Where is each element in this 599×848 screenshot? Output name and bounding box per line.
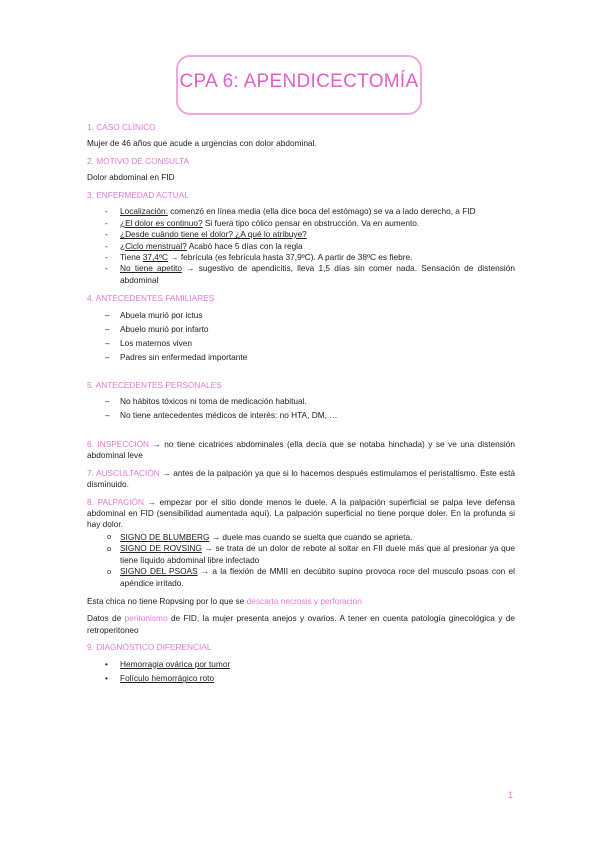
section-heading-auscultacion: 7. AUSCULTACIÓN (87, 467, 160, 478)
list-item: - ¿Desde cuándo tiene el dolor? ¿A qué lo atribuye? (87, 229, 515, 240)
signos-list (87, 532, 515, 589)
motivo-consulta-text: Dolor abdominal en FID (87, 172, 175, 183)
list-item: o SIGNO DE ROVSING → se trata de un dolor de rebote al soltar en FII duele más que al presionar ya que tiene líquido abdominal libre infectado (87, 543, 515, 566)
list-item: – Abuelo murió por infarto (87, 324, 515, 335)
antecedentes-personales-list (87, 396, 515, 421)
section-heading-palpacion: 8. PALPACIÓN (87, 496, 144, 507)
list-item: - No tiene apetito → sugestivo de apendicitis, lleva 1,5 días sin comer nada. Sensación de distensión abdominal (87, 263, 515, 286)
auscultacion-paragraph: 7. AUSCULTACIÓN → antes de la palpación ya que si lo hacemos después estimulamos el peristaltismo. Éste está disminuido. (87, 467, 515, 490)
list-item: o SIGNO DE BLUMBERG → duele mas cuando se suelta que cuando se aprieta. (87, 532, 515, 543)
section-heading-antecedentes-familiares: 4. ANTECEDENTES FAMILIARES (87, 293, 215, 304)
section-heading-enfermedad-actual: 3. ENFERMEDAD ACTUAL (87, 189, 189, 200)
list-item: o SIGNO DEL PSOAS → a la flexión de MMII en decúbito supino provoca roce del musculo psoas con el apéndice irritado. (87, 566, 515, 589)
list-item: – Los maternos viven (87, 338, 515, 349)
diagnostico-diferencial-list (87, 659, 515, 685)
section-heading-caso-clinico: 1. CASO CLÍNICO (87, 122, 156, 132)
palpacion-paragraph: 8. PALPACIÓN → empezar por el sitio donde menos le duele. A la palpación superficial se palpa leve defensa abdominal en FID (sensibilidad aumentada aquí). La palpación superficial no tiene porque doler. En la profunda si hay dolor. (87, 496, 515, 530)
list-item: – Padres sin enfermedad importante (87, 352, 515, 363)
note-rovsing: Esta chica no tiene Ropvsing por lo que se descarta necrosis y perforación (87, 596, 362, 606)
list-item: - ¿Ciclo menstrual? Acabó hace 5 días con la regla (87, 241, 515, 252)
section-heading-antecedentes-personales: 5. ANTECEDENTES PERSONALES (87, 379, 222, 390)
list-item: - Localización: comenzó en línea media (ella dice boca del estómago) se va a lado derecho, a FID (87, 206, 515, 217)
page-number: 1 (508, 790, 514, 800)
section-heading-motivo-consulta: 2. MOTIVO DE CONSULTA (87, 155, 190, 166)
document-body (87, 122, 515, 692)
document-title: CPA 6: APENDICECTOMÍA (179, 71, 419, 92)
list-item: - ¿El dolor es continuo? Si fuera tipo cólico pensar en obstrucción. Va en aumento. (87, 218, 515, 229)
section-heading-inspeccion: 6. INSPECCIÓN (87, 438, 150, 449)
inspeccion-paragraph: 6. INSPECCIÓN → no tiene cicatrices abdominales (ella decía que se notaba hinchada) y se ve una distensión abdominal leve (87, 438, 515, 461)
note-peritonismo: Datos de peritonismo de FID, la mujer presenta anejos y ovarios. A tener en cuenta patología ginecológica y de retroperitoneo (87, 613, 515, 635)
antecedentes-familiares-list (87, 310, 515, 363)
section-heading-diagnostico-diferencial: 9. DIAGNÓSTICO DIFERENCIAL (87, 642, 212, 653)
list-item: – No tiene antecedentes médicos de interés: no HTA, DM, … (87, 410, 515, 421)
caso-clinico-text: Mujer de 46 años que acude a urgencias con dolor abdominal. (87, 138, 317, 149)
list-item: – No hábitos tóxicos ni toma de medicación habitual. (87, 396, 515, 407)
list-item: • Hemorragia ovárica por tumor (87, 659, 515, 670)
enfermedad-actual-list (87, 206, 515, 286)
list-item: • Folículo hemorrágico roto (87, 673, 515, 684)
list-item: – Abuela murió por ictus (87, 310, 515, 321)
list-item: - Tiene 37,4ºC → febrícula (es febrícula hasta 37,9ºC). A partir de 38ºC es fiebre. (87, 252, 515, 263)
